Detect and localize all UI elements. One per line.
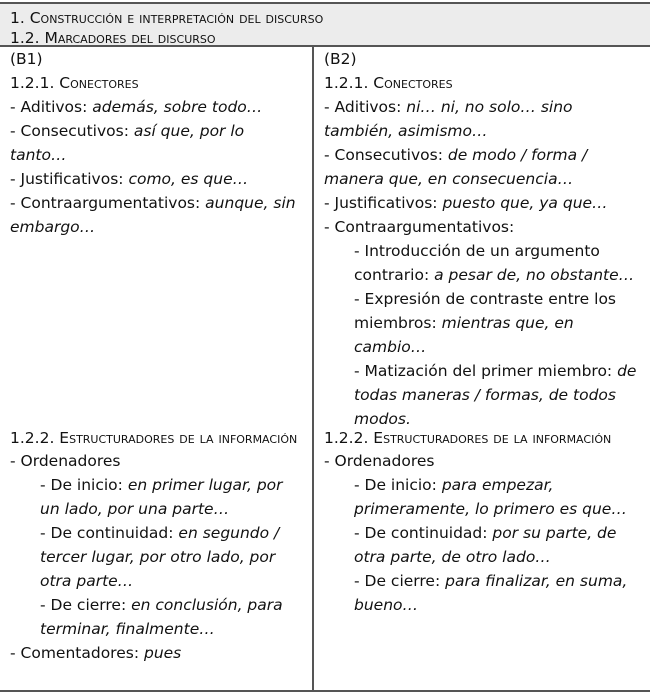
conectores-title: 1.2.1. Conectores	[10, 74, 139, 92]
list-item: - De cierre: en conclusión, para terminar, finalmente…	[40, 596, 283, 638]
table-header	[0, 2, 650, 47]
list-item: - Introducción de un argumento contrario: a pesar de, no obstante…	[354, 242, 635, 284]
list-item: - Aditivos: ni… ni, no solo… sino también, asimismo…	[324, 98, 573, 140]
list-item: - Consecutivos: así que, por lo tanto…	[10, 122, 245, 164]
list-item: - Aditivos: además, sobre todo…	[10, 98, 263, 116]
subsection-title: 1.2. Marcadores del discurso	[10, 29, 216, 47]
group-label: - Ordenadores	[10, 452, 121, 470]
estructuradores-section	[10, 427, 304, 665]
section-title: 1. Construcción e interpretación del discurso	[10, 9, 324, 27]
estructuradores-section	[324, 427, 642, 617]
list-item: - De continuidad: en segundo / tercer lugar, por otro lado, por otra parte…	[40, 524, 280, 590]
list-item: - De inicio: para empezar, primeramente, lo primero es que…	[354, 476, 627, 518]
list-item: - Expresión de contraste entre los miembros: mientras que, en cambio…	[354, 290, 617, 356]
list-item: - De continuidad: por su parte, de otra parte, de otro lado…	[354, 524, 617, 566]
level-label: (B1)	[10, 50, 43, 68]
list-item: - De inicio: en primer lugar, por un lado, por una parte…	[40, 476, 283, 518]
column-b2	[312, 47, 650, 692]
list-item: - Contraargumentativos:	[324, 218, 515, 236]
estructuradores-title: 1.2.2. Estructuradores de la información	[10, 429, 298, 447]
level-label: (B2)	[324, 50, 357, 68]
list-item: - Consecutivos: de modo / forma / manera que, en consecuencia…	[324, 146, 588, 188]
list-item: - Justificativos: puesto que, ya que…	[324, 194, 608, 212]
list-item: - Matización del primer miembro: de todas maneras / formas, de todos modos.	[354, 362, 637, 428]
list-item: - Justificativos: como, es que…	[10, 170, 249, 188]
conectores-title: 1.2.1. Conectores	[324, 74, 453, 92]
group-label: - Ordenadores	[324, 452, 435, 470]
column-b1	[0, 47, 312, 692]
list-item: - Comentadores: pues	[10, 644, 182, 662]
estructuradores-title: 1.2.2. Estructuradores de la información	[324, 429, 612, 447]
list-item: - De cierre: para finalizar, en suma, bueno…	[354, 572, 628, 614]
table-bottom-border	[0, 690, 650, 692]
list-item: - Contraargumentativos: aunque, sin embargo…	[10, 194, 296, 236]
